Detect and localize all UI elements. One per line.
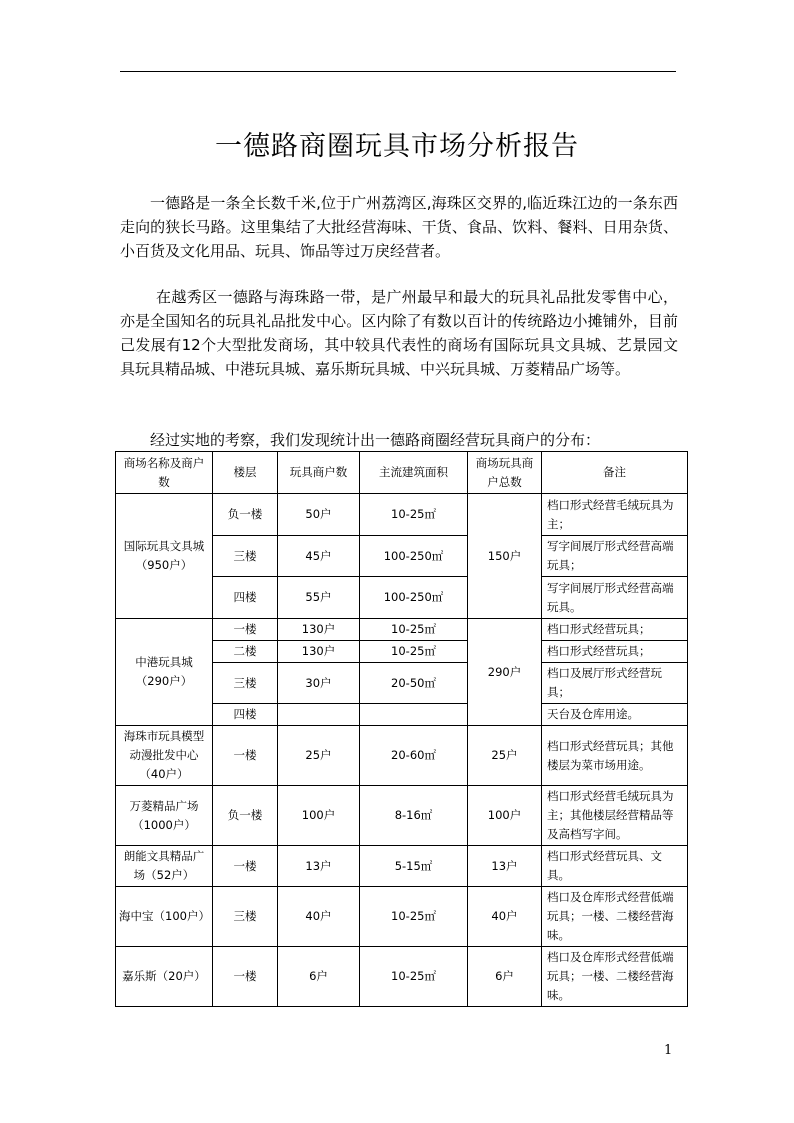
floor-cell: 一楼	[213, 846, 278, 887]
area-cell: 10-25㎡	[360, 887, 468, 947]
header-count: 玩具商户数	[278, 452, 360, 494]
area-cell: 100-250㎡	[360, 577, 468, 619]
floor-cell: 一楼	[213, 726, 278, 786]
mall-name-cell: 中港玩具城（290户）	[116, 619, 213, 726]
merchant-count-cell: 50户	[278, 494, 360, 536]
table-row	[116, 786, 688, 846]
header-area: 主流建筑面积	[360, 452, 468, 494]
mall-name-cell: 万菱精品广场（1000户）	[116, 786, 213, 846]
mall-name-cell: 朗能文具精品广场（52户）	[116, 846, 213, 887]
floor-cell: 三楼	[213, 536, 278, 577]
header-total: 商场玩具商户总数	[468, 452, 542, 494]
table-row	[116, 726, 688, 786]
table-row	[116, 846, 688, 887]
note-cell: 档口形式经营玩具；	[542, 641, 688, 663]
floor-cell: 三楼	[213, 663, 278, 704]
table-row	[116, 947, 688, 1007]
table-row	[116, 887, 688, 947]
table-row	[116, 494, 688, 536]
note-cell: 档口形式经营玩具、文具。	[542, 846, 688, 887]
area-cell: 10-25㎡	[360, 619, 468, 641]
header-floor: 楼层	[213, 452, 278, 494]
merchant-count-cell: 45户	[278, 536, 360, 577]
mall-name-cell: 嘉乐斯（20户）	[116, 947, 213, 1007]
header-mall: 商场名称及商户数	[116, 452, 213, 494]
merchant-count-cell: 130户	[278, 619, 360, 641]
mall-name-cell: 海珠市玩具模型动漫批发中心（40户）	[116, 726, 213, 786]
merchant-count-cell: 130户	[278, 641, 360, 663]
area-cell: 10-25㎡	[360, 494, 468, 536]
mall-total-cell: 290户	[468, 619, 542, 726]
area-cell: 10-25㎡	[360, 947, 468, 1007]
note-cell: 档口形式经营毛绒玩具为主；	[542, 494, 688, 536]
area-cell: 8-16㎡	[360, 786, 468, 846]
paragraph-district: 在越秀区一德路与海珠路一带，是广州最早和最大的玩具礼品批发零售中心，亦是全国知名的玩具礼品批发中心。区内除了有数以百计的传统路边小摊铺外，目前己发展有12个大型批发商场，其中较具代表性的商场有国际玩具文具城、艺景园文具玩具精品城、中港玩具城、嘉乐斯玩具城、中兴玩具城、万菱精品广场等。	[120, 288, 678, 378]
area-cell: 100-250㎡	[360, 536, 468, 577]
page-number: 1	[664, 1043, 673, 1058]
mall-name-cell: 国际玩具文具城（950户）	[116, 494, 213, 619]
area-cell: 20-60㎡	[360, 726, 468, 786]
floor-cell: 一楼	[213, 619, 278, 641]
note-cell: 写字间展厅形式经营高端玩具。	[542, 577, 688, 619]
floor-cell: 二楼	[213, 641, 278, 663]
area-cell: 5-15㎡	[360, 846, 468, 887]
merchant-count-cell: 55户	[278, 577, 360, 619]
document-title: 一德路商圈玩具市场分析报告	[215, 131, 579, 162]
merchant-count-cell	[278, 704, 360, 726]
mall-total-cell: 25户	[468, 726, 542, 786]
mall-total-cell: 6户	[468, 947, 542, 1007]
note-cell: 天台及仓库用途。	[542, 704, 688, 726]
toy-merchant-table	[115, 451, 688, 1007]
note-cell: 档口及展厅形式经营玩具；	[542, 663, 688, 704]
paragraph-survey: 经过实地的考察，我们发现统计出一德路商圈经营玩具商户的分布：	[150, 431, 601, 449]
note-cell: 档口及仓库形式经营低端玩具；一楼、二楼经营海味。	[542, 887, 688, 947]
paragraph-intro: 一德路是一条全长数千米,位于广州荔湾区,海珠区交界的,临近珠江边的一条东西走向的狭长马路。这里集结了大批经营海味、干货、食品、饮料、餐料、日用杂货、小百货及文化用品、玩具、饰品等过万戾经营者。	[120, 194, 678, 260]
header-rule	[120, 71, 676, 72]
mall-total-cell: 40户	[468, 887, 542, 947]
merchant-count-cell: 100户	[278, 786, 360, 846]
merchant-count-cell: 13户	[278, 846, 360, 887]
floor-cell: 三楼	[213, 887, 278, 947]
note-cell: 档口形式经营玩具；其他楼层为菜市场用途。	[542, 726, 688, 786]
floor-cell: 负一楼	[213, 786, 278, 846]
header-note: 备注	[542, 452, 688, 494]
floor-cell: 四楼	[213, 704, 278, 726]
area-cell: 10-25㎡	[360, 641, 468, 663]
area-cell	[360, 704, 468, 726]
note-cell: 档口形式经营毛绒玩具为主；其他楼层经营精品等及高档写字间。	[542, 786, 688, 846]
mall-name-cell: 海中宝（100户）	[116, 887, 213, 947]
merchant-count-cell: 30户	[278, 663, 360, 704]
mall-total-cell: 100户	[468, 786, 542, 846]
floor-cell: 负一楼	[213, 494, 278, 536]
note-cell: 档口及仓库形式经营低端玩具；一楼、二楼经营海味。	[542, 947, 688, 1007]
mall-total-cell: 150户	[468, 494, 542, 619]
merchant-count-cell: 25户	[278, 726, 360, 786]
merchant-count-cell: 40户	[278, 887, 360, 947]
merchant-count-cell: 6户	[278, 947, 360, 1007]
area-cell: 20-50㎡	[360, 663, 468, 704]
mall-total-cell: 13户	[468, 846, 542, 887]
note-cell: 写字间展厅形式经营高端玩具；	[542, 536, 688, 577]
table-row	[116, 619, 688, 641]
note-cell: 档口形式经营玩具；	[542, 619, 688, 641]
floor-cell: 四楼	[213, 577, 278, 619]
floor-cell: 一楼	[213, 947, 278, 1007]
